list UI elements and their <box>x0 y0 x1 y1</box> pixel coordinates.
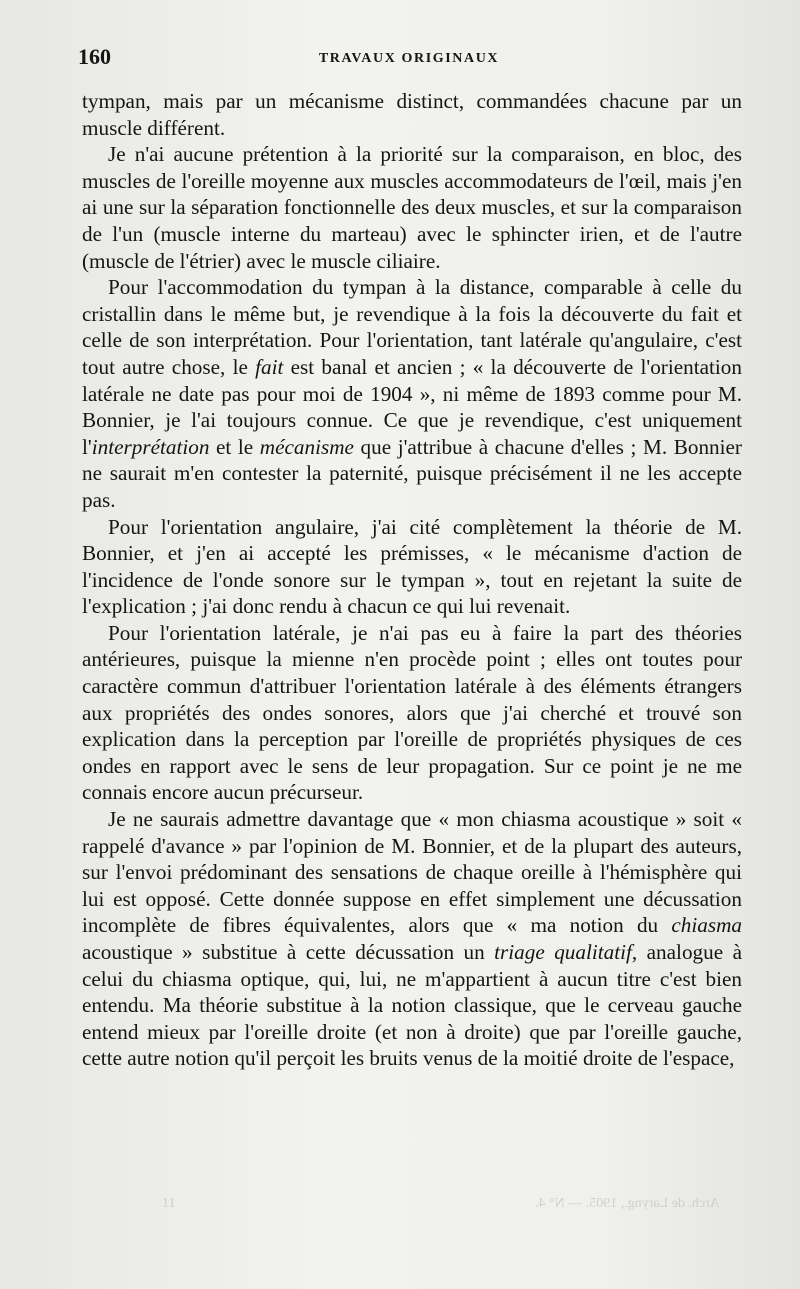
italic-term: chiasma <box>671 913 742 938</box>
signature-mark: 11 <box>162 1196 176 1211</box>
paragraph-text: et le <box>209 434 260 459</box>
paragraph-accommodation <box>82 274 742 513</box>
paragraph-text: Pour l'accommodation du tympan à la distance, comparable à celle du cristallin dans le même but, je revendique à la fois la découverte du fait et celle de son interprétation. Pour l'orientation, tant latérale qu'angulaire, c'est tout autre chose, le <box>82 275 742 379</box>
body-text <box>82 88 742 1072</box>
paragraph-angular-orientation: Pour l'orientation angulaire, j'ai cité complètement la théorie de M. Bonnier, et j'en ai accepté les prémisses, « le mécanisme d'action de l'incidence de l'onde sonore sur le tympan », tout en rejetant la suite de l'explication ; j'ai donc rendu à chacun ce qui lui revenait. <box>82 514 742 619</box>
running-title: TRAVAUX ORIGINAUX <box>318 51 500 66</box>
paragraph-text: que j'attribue à chacune d'elles ; M. Bonnier ne saurait m'en contester la paternité, puisque précisément il ne les accepte pas. <box>82 434 742 512</box>
journal-reference-bleedthrough: Arch. de Laryng., 1905. — N° 4. <box>535 1196 720 1211</box>
paragraph-text: est banal et ancien ; « la découverte de l'orientation latérale ne date pas pour moi de 1904 », ni même de 1893 comme pour M. Bonnier, je l'ai toujours connue. Ce que je revendique, c'est uniquement l' <box>82 354 742 459</box>
italic-term: interprétation <box>91 434 210 459</box>
paragraph-continuation: tympan, mais par un mécanisme distinct, commandées chacune par un muscle différent. <box>82 89 742 140</box>
page-number: 160 <box>78 44 111 69</box>
italic-term: triage qualitatif <box>494 940 632 964</box>
paragraph-chiasma <box>82 806 742 1072</box>
paragraph-text: acoustique » substitue à cette décussation un <box>82 940 495 964</box>
paragraph-text: Je ne saurais admettre davantage que « mon chiasma acoustique » soit « rappelé d'avance » par l'opinion de M. Bonnier, et de la plupart des auteurs, sur l'envoi prédominant des sensations de chaque oreille à l'hémisphère qui lui est opposé. Cette donnée suppose en effet simplement une décussation incomplète de fibres équivalentes, alors que « ma notion du <box>82 807 742 938</box>
paragraph-priority-claim: Je n'ai aucune prétention à la priorité sur la comparaison, en bloc, des muscles de l'oreille moyenne aux muscles accommodateurs de l'œil, mais j'en ai une sur la séparation fonctionnelle des deux muscles, et sur la comparaison de l'un (muscle interne du marteau) avec le sphincter irien, et de l'autre (muscle de l'étrier) avec le muscle ciliaire. <box>82 142 742 273</box>
italic-term: mécanisme <box>259 434 354 459</box>
paragraph-text: , analogue à celui du chiasma optique, qui, lui, ne m'appartient à aucun titre c'est bien entendu. Ma théorie substitue à la notion classique, que le cerveau gauche entend mieux par l'oreille droite (et non à droite) que par l'oreille gauche, cette autre notion qu'il perçoit les bruits venus de la moitié droite de l'espace, <box>82 940 742 1071</box>
italic-term: fait <box>255 354 284 379</box>
paragraph-lateral-orientation: Pour l'orientation latérale, je n'ai pas eu à faire la part des théories antérieures, puisque la mienne n'en procède point ; elles ont toutes pour caractère commun d'attribuer l'orientation latérale à des éléments étrangers aux propriétés des ondes sonores, alors que j'ai cherché et trouvé son explication dans la perception par l'oreille de propriétés physiques de ces ondes en rapport avec le sens de leur propagation. Sur ce point je ne me connais encore aucun précurseur. <box>82 620 742 805</box>
page-header <box>78 44 740 74</box>
